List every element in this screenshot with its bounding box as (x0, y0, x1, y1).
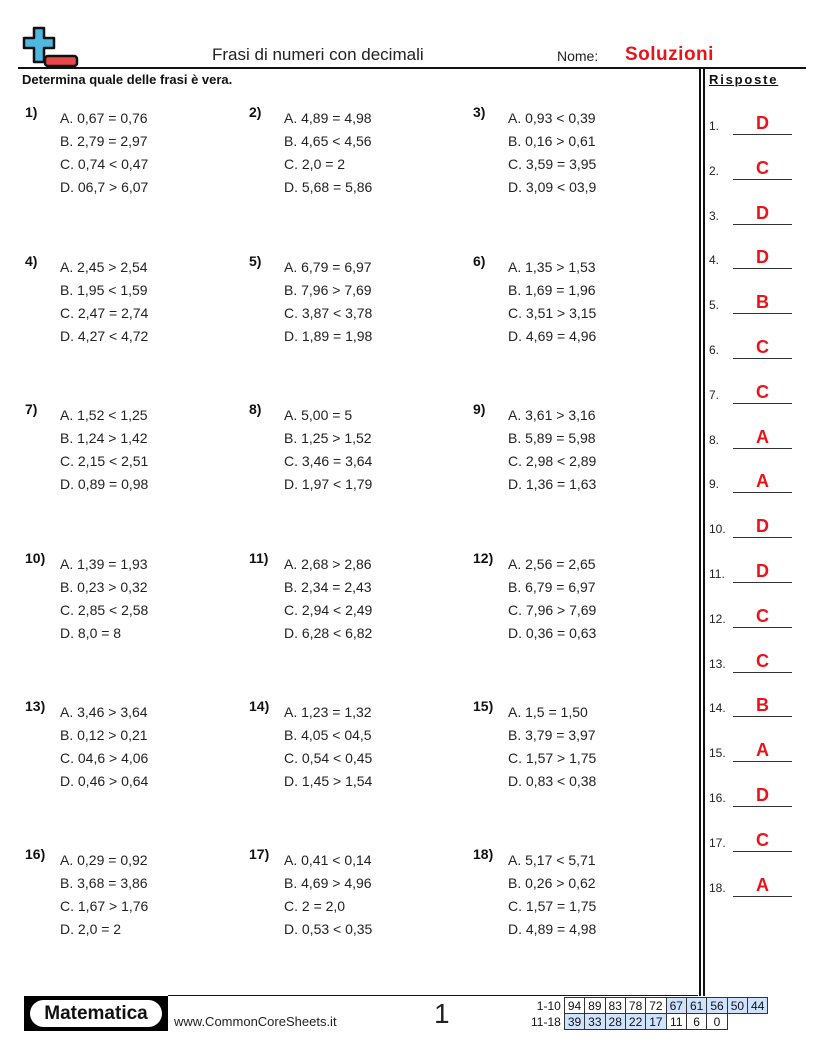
answer-row (709, 150, 799, 180)
question-option: D. 3,09 < 03,9 (508, 179, 597, 195)
score-cell: 39 (564, 1014, 584, 1030)
worksheet-title: Frasi di numeri con decimali (212, 45, 424, 64)
question-option: C. 2,85 < 2,58 (60, 602, 149, 618)
answer-blank-line (733, 761, 792, 762)
question-number: 7) (25, 401, 38, 417)
question-option: C. 1,57 = 1,75 (508, 898, 597, 914)
answer-value: C (756, 829, 769, 850)
question-option: B. 2,79 = 2,97 (60, 133, 148, 149)
answer-row (709, 329, 799, 359)
question-number: 14) (249, 698, 270, 714)
question-option: A. 0,93 < 0,39 (508, 110, 596, 126)
answer-value: C (756, 650, 769, 671)
question-option: D. 5,68 = 5,86 (284, 179, 373, 195)
question-options (60, 258, 148, 350)
question-option: D. 0,53 < 0,35 (284, 921, 373, 937)
question-option: B. 1,95 < 1,59 (60, 282, 148, 298)
question-option: A. 3,46 > 3,64 (60, 704, 148, 720)
answer-blank-line (733, 896, 792, 897)
answer-number: 7. (709, 387, 720, 402)
answer-number: 13. (709, 656, 726, 671)
question-number: 5) (249, 253, 262, 269)
answer-row (709, 195, 799, 225)
answer-number: 12. (709, 611, 726, 626)
question-option: C. 1,57 > 1,75 (508, 750, 597, 766)
answer-value: D (756, 516, 769, 537)
footer-site: www.CommonCoreSheets.it (174, 1014, 337, 1029)
question-options (508, 703, 596, 795)
answer-blank-line (733, 806, 792, 807)
answer-blank-line (733, 358, 792, 359)
answer-blank-line (733, 672, 792, 673)
question-option: C. 0,74 < 0,47 (60, 156, 149, 172)
score-cell: 83 (605, 998, 625, 1014)
answer-number: 15. (709, 746, 726, 761)
answer-value: B (756, 695, 769, 716)
answer-value: A (756, 426, 769, 447)
question-options (60, 109, 148, 201)
score-row (528, 998, 768, 1014)
score-cell: 6 (686, 1014, 706, 1030)
question-option: B. 4,65 < 4,56 (284, 133, 372, 149)
answers-divider (703, 69, 705, 996)
answer-value: C (756, 381, 769, 402)
question-options (508, 555, 596, 647)
answer-blank-line (733, 492, 792, 493)
score-cell: 22 (625, 1014, 645, 1030)
question-options (508, 406, 596, 498)
answer-number: 18. (709, 880, 726, 895)
question-option: C. 7,96 > 7,69 (508, 602, 597, 618)
answer-number: 3. (709, 208, 720, 223)
question-option: A. 0,41 < 0,14 (284, 852, 372, 868)
question-options (284, 109, 372, 201)
answer-value: D (756, 247, 769, 268)
answer-row (709, 643, 799, 673)
question-number: 10) (25, 550, 46, 566)
question-option: B. 7,96 > 7,69 (284, 282, 372, 298)
question-option: A. 2,56 = 2,65 (508, 556, 596, 572)
question-option: D. 4,69 = 4,96 (508, 328, 597, 344)
answer-row (709, 822, 799, 852)
question-number: 16) (25, 846, 46, 862)
page-number: 1 (434, 998, 450, 1029)
question-option: C. 1,67 > 1,76 (60, 898, 149, 914)
question-option: B. 1,69 = 1,96 (508, 282, 596, 298)
answer-blank-line (733, 716, 792, 717)
name-label: Nome: (557, 48, 599, 64)
question-number: 4) (25, 253, 38, 269)
score-cell: 89 (585, 998, 605, 1014)
question-number: 15) (473, 698, 494, 714)
score-cell: 33 (585, 1014, 605, 1030)
answer-value: A (756, 471, 769, 492)
answer-number: 10. (709, 522, 726, 537)
score-table (528, 997, 768, 1030)
question-option: C. 3,87 < 3,78 (284, 305, 373, 321)
answer-value: D (756, 113, 769, 133)
score-cell: 67 (666, 998, 686, 1014)
question-options (508, 851, 596, 943)
question-options (284, 851, 372, 943)
answer-number: 16. (709, 791, 726, 805)
answer-row (709, 867, 799, 897)
answer-value: B (756, 292, 769, 313)
question-number: 2) (249, 104, 262, 120)
question-option: C. 2,47 = 2,74 (60, 305, 149, 321)
question-options (508, 258, 596, 350)
answer-blank-line (733, 537, 792, 538)
answer-blank-line (733, 179, 792, 180)
answer-number: 2. (709, 163, 720, 178)
answer-row (709, 732, 799, 762)
question-option: B. 5,89 = 5,98 (508, 430, 596, 446)
footer-divider (168, 995, 698, 996)
question-option: D. 0,89 = 0,98 (60, 476, 149, 492)
score-cell: 28 (605, 1014, 625, 1030)
question-option: A. 1,5 = 1,50 (508, 704, 588, 720)
question-options (284, 406, 372, 498)
question-option: D. 1,36 = 1,63 (508, 476, 597, 492)
question-option: D. 06,7 > 6,07 (60, 179, 149, 195)
question-options (60, 406, 148, 498)
question-option: C. 3,59 = 3,95 (508, 156, 597, 172)
answer-value: C (756, 605, 769, 626)
score-cell: 56 (707, 998, 727, 1014)
answer-row (709, 419, 799, 449)
question-option: B. 0,12 > 0,21 (60, 727, 148, 743)
question-options (284, 703, 372, 795)
question-option: B. 0,23 > 0,32 (60, 579, 148, 595)
answer-number: 17. (709, 835, 726, 850)
answer-number: 4. (709, 253, 720, 268)
answer-row (709, 463, 799, 493)
question-option: A. 1,23 = 1,32 (284, 704, 372, 720)
answer-number: 5. (709, 298, 720, 313)
question-option: D. 1,89 = 1,98 (284, 328, 373, 344)
question-option: B. 4,05 < 04,5 (284, 727, 372, 743)
answer-blank-line (733, 582, 792, 583)
question-option: A. 2,68 > 2,86 (284, 556, 372, 572)
answer-row (709, 239, 799, 269)
question-option: D. 1,97 < 1,79 (284, 476, 373, 492)
question-number: 9) (473, 401, 486, 417)
answer-row (709, 508, 799, 538)
answer-blank-line (733, 313, 792, 314)
question-option: B. 2,34 = 2,43 (284, 579, 372, 595)
question-number: 8) (249, 401, 262, 417)
score-cell: 0 (707, 1014, 727, 1030)
question-option: D. 0,83 < 0,38 (508, 773, 597, 789)
answer-value: C (756, 157, 769, 178)
answer-value: D (756, 785, 769, 805)
answer-blank-line (733, 851, 792, 852)
question-option: A. 2,45 > 2,54 (60, 259, 148, 275)
score-row-label: 11-18 (531, 1014, 561, 1029)
question-number: 18) (473, 846, 494, 862)
question-option: B. 4,69 > 4,96 (284, 875, 372, 891)
question-number: 6) (473, 253, 486, 269)
answer-blank-line (733, 448, 792, 449)
question-option: C. 0,54 < 0,45 (284, 750, 373, 766)
score-cell: 78 (625, 998, 645, 1014)
answer-blank-line (733, 627, 792, 628)
question-option: A. 1,52 < 1,25 (60, 407, 148, 423)
name-value: Soluzioni (625, 44, 714, 65)
score-cell: 61 (686, 998, 706, 1014)
header-divider (18, 67, 806, 69)
question-option: A. 3,61 > 3,16 (508, 407, 596, 423)
answer-blank-line (733, 268, 792, 269)
question-option: A. 1,39 = 1,93 (60, 556, 148, 572)
answer-blank-line (733, 134, 792, 135)
question-option: A. 5,17 < 5,71 (508, 852, 596, 868)
score-cell: 94 (564, 998, 584, 1014)
instructions: Determina quale delle frasi è vera. (22, 72, 233, 87)
question-option: C. 2 = 2,0 (284, 898, 346, 914)
answer-row (709, 777, 799, 807)
question-options (284, 258, 372, 350)
score-cell: 50 (727, 998, 747, 1014)
question-option: C. 04,6 > 4,06 (60, 750, 149, 766)
question-option: A. 5,00 = 5 (284, 407, 353, 423)
answer-number: 1. (709, 119, 720, 133)
answer-row (709, 374, 799, 404)
question-option: B. 3,68 = 3,86 (60, 875, 148, 891)
score-cell: 17 (646, 1014, 666, 1030)
question-options (60, 703, 148, 795)
question-option: A. 4,89 = 4,98 (284, 110, 372, 126)
question-option: C. 2,15 < 2,51 (60, 453, 149, 469)
score-cell: 72 (646, 998, 666, 1014)
plus-minus-logo-icon (22, 26, 80, 68)
score-row-label: 1-10 (536, 998, 561, 1013)
question-option: B. 6,79 = 6,97 (508, 579, 596, 595)
question-options (60, 851, 148, 943)
question-option: C. 2,98 < 2,89 (508, 453, 597, 469)
question-option: D. 2,0 = 2 (60, 921, 122, 937)
answer-value: D (756, 561, 769, 581)
question-option: B. 1,24 > 1,42 (60, 430, 148, 446)
question-option: D. 1,45 > 1,54 (284, 773, 373, 789)
question-option: C. 3,46 = 3,64 (284, 453, 373, 469)
question-number: 12) (473, 550, 494, 566)
answer-number: 6. (709, 343, 720, 357)
question-number: 11) (249, 550, 269, 566)
question-option: B. 1,25 > 1,52 (284, 430, 372, 446)
answer-value: D (756, 202, 769, 223)
answer-row (709, 598, 799, 628)
question-number: 17) (249, 846, 270, 862)
question-options (508, 109, 596, 201)
answer-value: C (756, 337, 769, 357)
answer-row (709, 687, 799, 717)
question-option: D. 0,36 = 0,63 (508, 625, 597, 641)
answer-number: 9. (709, 477, 720, 492)
score-cell: 44 (748, 998, 768, 1014)
question-number: 13) (25, 698, 46, 714)
question-option: D. 4,89 = 4,98 (508, 921, 597, 937)
answer-row (709, 284, 799, 314)
answer-number: 8. (709, 432, 720, 447)
question-option: A. 0,29 = 0,92 (60, 852, 148, 868)
question-option: B. 3,79 = 3,97 (508, 727, 596, 743)
answers-divider (699, 69, 701, 996)
answer-value: A (756, 874, 769, 895)
question-number: 3) (473, 104, 486, 120)
answer-number: 14. (709, 701, 726, 716)
question-options (60, 555, 148, 647)
answer-blank-line (733, 224, 792, 225)
answers-title: Risposte (709, 72, 779, 87)
question-option: D. 6,28 < 6,82 (284, 625, 373, 641)
score-cell: 11 (666, 1014, 686, 1030)
question-option: B. 0,26 > 0,62 (508, 875, 596, 891)
question-option: A. 0,67 = 0,76 (60, 110, 148, 126)
question-option: C. 2,0 = 2 (284, 156, 346, 172)
answer-row (709, 105, 799, 135)
question-option: D. 4,27 < 4,72 (60, 328, 149, 344)
question-option: D. 8,0 = 8 (60, 625, 122, 641)
question-option: A. 1,35 > 1,53 (508, 259, 596, 275)
footer-badge: Matematica (30, 1000, 162, 1027)
question-option: A. 6,79 = 6,97 (284, 259, 372, 275)
question-number: 1) (25, 104, 38, 120)
answer-row (709, 553, 799, 583)
question-option: B. 0,16 > 0,61 (508, 133, 596, 149)
question-option: C. 3,51 > 3,15 (508, 305, 597, 321)
score-row (528, 1014, 768, 1030)
question-option: C. 2,94 < 2,49 (284, 602, 373, 618)
question-options (284, 555, 372, 647)
answer-number: 11. (709, 567, 725, 581)
answer-value: A (756, 740, 769, 761)
question-option: D. 0,46 > 0,64 (60, 773, 149, 789)
answer-blank-line (733, 403, 792, 404)
